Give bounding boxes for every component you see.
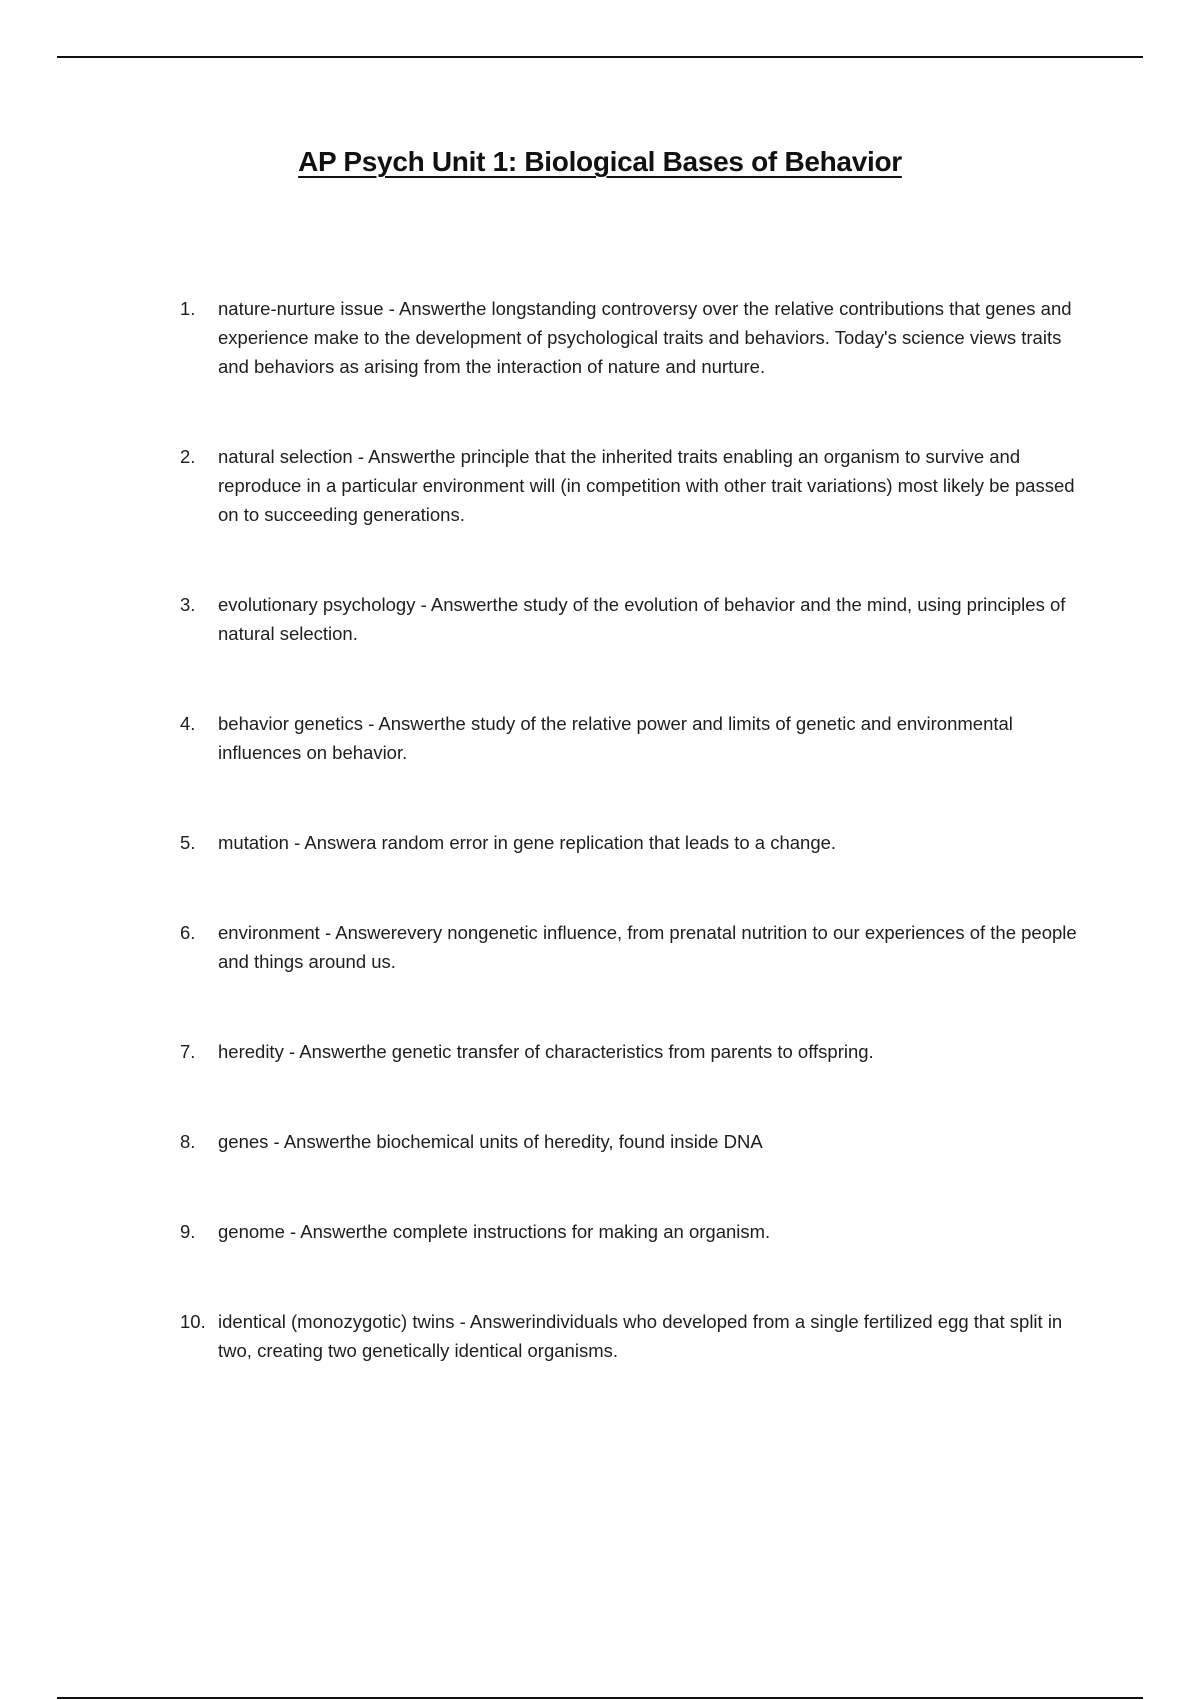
item-text: behavior genetics - Answerthe study of the relative power and limits of genetic and environmental influences on behavior. <box>218 713 1013 763</box>
list-item <box>180 828 1090 857</box>
item-text: mutation - Answera random error in gene replication that leads to a change. <box>218 832 837 853</box>
list-item <box>180 590 1090 648</box>
item-number: 6. <box>180 922 196 943</box>
item-number: 10. <box>180 1311 206 1332</box>
item-number: 5. <box>180 832 196 853</box>
list-item <box>180 1307 1090 1365</box>
list-item <box>180 709 1090 767</box>
item-text: genes - Answerthe biochemical units of heredity, found inside DNA <box>218 1131 763 1152</box>
list-item <box>180 442 1090 529</box>
item-text: evolutionary psychology - Answerthe study of the evolution of behavior and the mind, using principles of natural selection. <box>218 594 1066 644</box>
qa-list <box>180 294 1090 1365</box>
page-title: AP Psych Unit 1: Biological Bases of Behavior <box>298 146 902 177</box>
item-text: identical (monozygotic) twins - Answerindividuals who developed from a single fertilized egg that split in two, creating two genetically identical organisms. <box>218 1311 1063 1361</box>
list-item <box>180 918 1090 976</box>
item-number: 7. <box>180 1041 196 1062</box>
item-number: 1. <box>180 298 196 319</box>
item-number: 8. <box>180 1131 196 1152</box>
item-number: 3. <box>180 594 196 615</box>
item-text: environment - Answerevery nongenetic influence, from prenatal nutrition to our experiences of the people and things around us. <box>218 922 1077 972</box>
item-text: natural selection - Answerthe principle that the inherited traits enabling an organism to survive and reproduce in a particular environment will (in competition with other trait variations) most likely be passed on to succeeding generations. <box>218 446 1075 525</box>
item-number: 9. <box>180 1221 196 1242</box>
list-item <box>180 294 1090 381</box>
list-item <box>180 1217 1090 1246</box>
item-text: genome - Answerthe complete instructions for making an organism. <box>218 1221 771 1242</box>
item-text: nature-nurture issue - Answerthe longstanding controversy over the relative contributions that genes and experience make to the development of psychological traits and behaviors. Today's science views traits and behaviors as arising from the interaction of nature and nurture. <box>218 298 1072 377</box>
list-item <box>180 1037 1090 1066</box>
item-number: 2. <box>180 446 196 467</box>
header-rule <box>57 56 1143 58</box>
item-text: heredity - Answerthe genetic transfer of characteristics from parents to offspring. <box>218 1041 874 1062</box>
item-number: 4. <box>180 713 196 734</box>
list-item <box>180 1127 1090 1156</box>
footer-rule <box>57 1697 1143 1699</box>
